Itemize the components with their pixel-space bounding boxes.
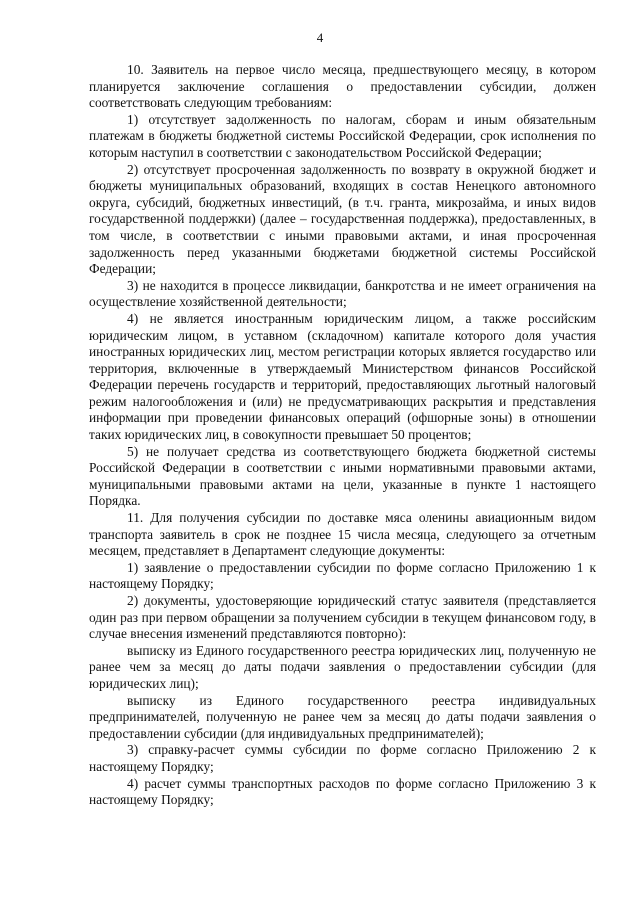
paragraph-10-item-2: 2) отсутствует просроченная задолженность по возврату в окружной бюджет и бюджеты муниципальных образований, входящих в состав Ненецкого автономного округа, субсидий, бюджетных инвестиций, (в т.ч. гранта, микрозайма, и иных видов государственной поддержки) (далее – государственная поддержка), предоставленных, в том числе, в соответствии с иными правовыми актами, и иная просроченная задолженность перед указанными бюджетами бюджетной системы Российской Федерации; [89,161,596,277]
paragraph-11-item-1: 1) заявление о предоставлении субсидии по форме согласно Приложению 1 к настоящему Порядку; [89,559,596,592]
page-number: 4 [316,30,324,45]
paragraph-11-item-3: 3) справку-расчет суммы субсидии по форме согласно Приложению 2 к настоящему Порядку; [89,742,596,774]
paragraph-10-item-4: 4) не является иностранным юридическим лицом, а также российским юридическим лицом, в уставном (складочном) капитале которого доля участия иностранных юридических лиц, местом регистрации которых является государство или территория, включенные в утверждаемый Министерством финансов Российской Федерации перечень государств и территорий, предоставляющих льготный налоговый режим налогообложения и (или) не предусматривающих раскрытия и представления информации при проведении финансовых операций (офшорные зоны) в отношении таких юридических лиц, в совокупности превышает 50 процентов; [89,310,596,443]
paragraph-11-item-2: 2) документы, удостоверяющие юридический статус заявителя (представляется один раз при первом обращении за получением субсидии в текущем финансовом году, в случае внесения изменений представляются повторно): [89,593,596,642]
paragraph-10-item-3: 3) не находится в процессе ликвидации, банкротства и не имеет ограничения на осуществление хозяйственной деятельности; [89,277,596,310]
paragraph-11-item-2-entrepreneurs: выписку из Единого государственного реестра индивидуальных предпринимателей, полученную не ранее чем за месяц до даты подачи заявления о предоставлении субсидии (для индивидуальных предпринимателей); [89,692,596,741]
paragraph-11-item-2-legal-entities: выписку из Единого государственного реестра юридических лиц, полученную не ранее чем за месяц до даты подачи заявления о предоставлении субсидии (для юридических лиц); [89,642,596,691]
paragraph-11-intro: 11. Для получения субсидии по доставке мяса оленины авиационным видом транспорта заявитель в срок не позднее 15 числа месяца, следующего за отчетным месяцем, представляет в Департамент следующие документы: [89,510,596,559]
paragraph-11-item-4: 4) расчет суммы транспортных расходов по форме согласно Приложению 3 к настоящему Порядку; [89,775,596,808]
document-body [89,62,596,809]
paragraph-10-item-1: 1) отсутствует задолженность по налогам, сборам и иным обязательным платежам в бюджеты бюджетной системы Российской Федерации, срок исполнения по которым наступил в соответствии с законодательством Российской Федерации; [89,111,596,160]
paragraph-10-item-5: 5) не получает средства из соответствующего бюджета бюджетной системы Российской Федерации в соответствии с иными нормативными правовыми актами, муниципальными правовыми актами на цели, указанные в пункте 1 настоящего Порядка. [89,443,596,509]
paragraph-10-intro: 10. Заявитель на первое число месяца, предшествующего месяцу, в котором планируется заключение соглашения о предоставлении субсидии, должен соответствовать следующим требованиям: [89,62,596,111]
